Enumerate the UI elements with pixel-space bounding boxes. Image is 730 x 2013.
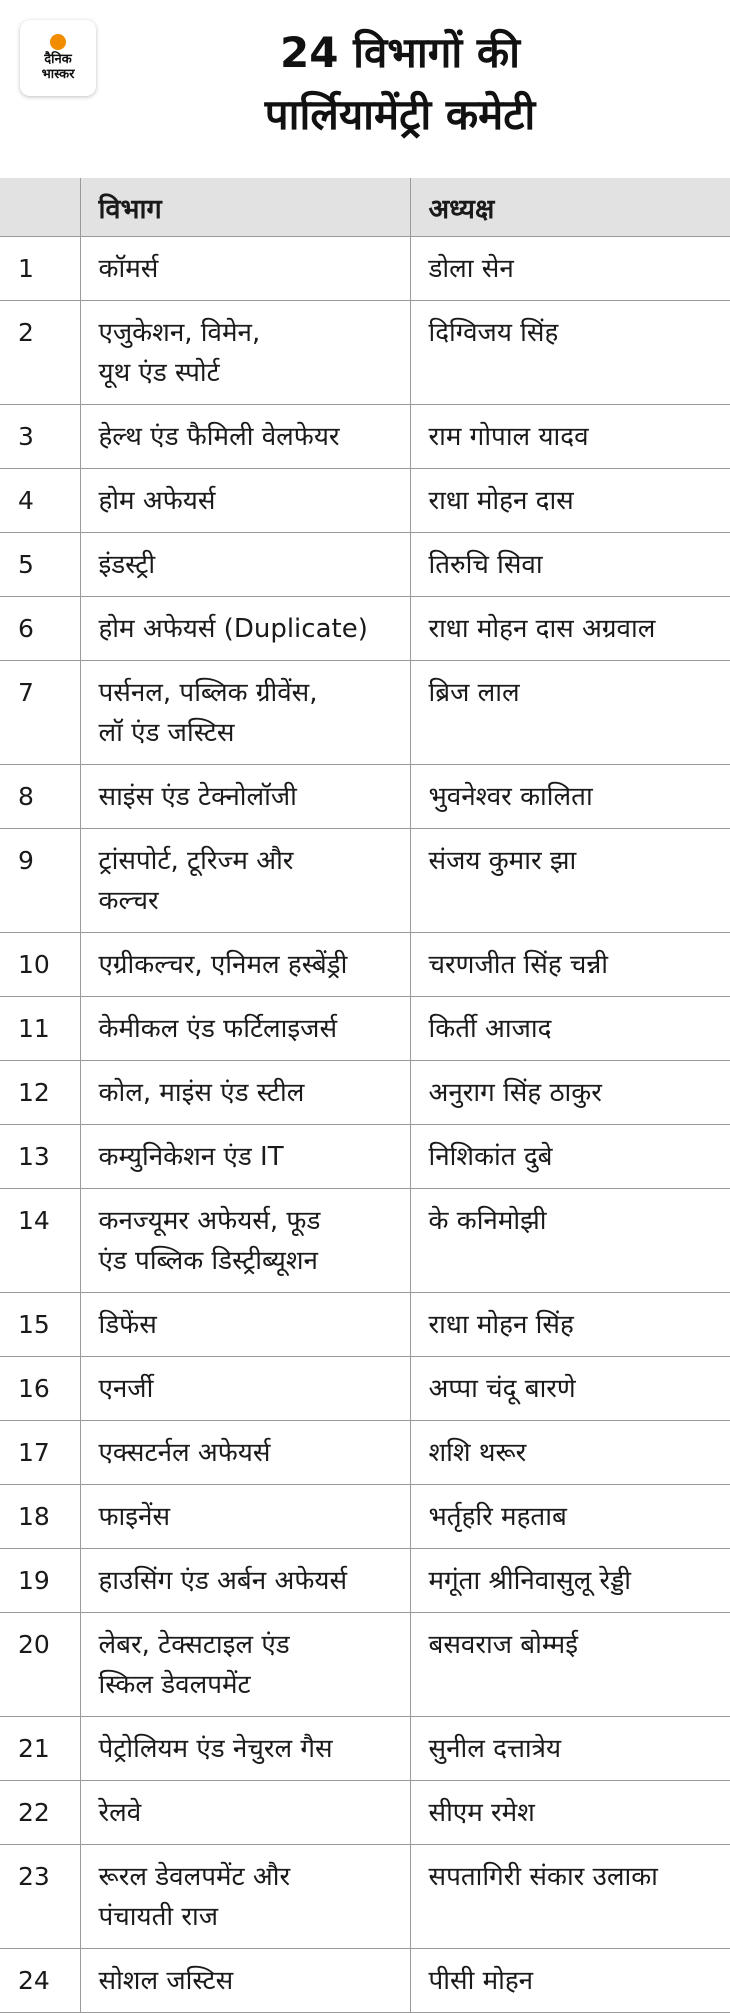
chairperson-cell: संजय कुमार झा (410, 829, 730, 933)
chairperson-cell: अप्पा चंदू बारणे (410, 1357, 730, 1421)
department-cell: सोशल जस्टिस (80, 1949, 410, 2013)
department-cell: साइंस एंड टेक्नोलॉजी (80, 765, 410, 829)
chairperson-cell: पीसी मोहन (410, 1949, 730, 2013)
table-row (0, 1613, 730, 1717)
department-cell: फाइनेंस (80, 1485, 410, 1549)
row-number: 8 (0, 765, 80, 829)
table-row (0, 469, 730, 533)
title-line2: पार्लियामेंट्री कमेटी (264, 90, 536, 139)
table-row (0, 1293, 730, 1357)
chairperson-cell: सपतागिरी संकार उलाका (410, 1845, 730, 1949)
chairperson-cell: भर्तृहरि महताब (410, 1485, 730, 1549)
department-cell: इंडस्ट्री (80, 533, 410, 597)
sun-icon (50, 34, 66, 50)
table-row (0, 1949, 730, 2013)
chairperson-cell: सीएम रमेश (410, 1781, 730, 1845)
row-number: 5 (0, 533, 80, 597)
table-row (0, 1061, 730, 1125)
chairperson-cell: के कनिमोझी (410, 1189, 730, 1293)
table-row (0, 1485, 730, 1549)
row-number: 18 (0, 1485, 80, 1549)
department-cell: लेबर, टेक्सटाइल एंड स्किल डेवलपमेंट (80, 1613, 410, 1717)
table-row (0, 597, 730, 661)
department-cell: हाउसिंग एंड अर्बन अफेयर्स (80, 1549, 410, 1613)
department-cell: होम अफेयर्स (80, 469, 410, 533)
table-row (0, 933, 730, 997)
chairperson-cell: तिरुचि सिवा (410, 533, 730, 597)
table-row (0, 997, 730, 1061)
row-number: 9 (0, 829, 80, 933)
department-cell: रेलवे (80, 1781, 410, 1845)
table-header-row (0, 178, 730, 237)
department-cell: एग्रीकल्चर, एनिमल हस्बेंड्री (80, 933, 410, 997)
chairperson-cell: अनुराग सिंह ठाकुर (410, 1061, 730, 1125)
header-number (0, 178, 80, 237)
row-number: 7 (0, 661, 80, 765)
department-cell: हेल्थ एंड फैमिली वेलफेयर (80, 405, 410, 469)
header (0, 0, 730, 178)
header-department: विभाग (80, 178, 410, 237)
chairperson-cell: राधा मोहन दास अग्रवाल (410, 597, 730, 661)
chairperson-cell: मगूंता श्रीनिवासुलू रेड्डी (410, 1549, 730, 1613)
table-row (0, 1125, 730, 1189)
chairperson-cell: सुनील दत्तात्रेय (410, 1717, 730, 1781)
table-row (0, 1189, 730, 1293)
chairperson-cell: राधा मोहन दास (410, 469, 730, 533)
department-cell: कनज्यूमर अफेयर्स, फूड एंड पब्लिक डिस्ट्रीब्यूशन (80, 1189, 410, 1293)
department-cell: होम अफेयर्स (Duplicate) (80, 597, 410, 661)
row-number: 19 (0, 1549, 80, 1613)
row-number: 15 (0, 1293, 80, 1357)
row-number: 20 (0, 1613, 80, 1717)
department-cell: डिफेंस (80, 1293, 410, 1357)
row-number: 10 (0, 933, 80, 997)
chairperson-cell: शशि थरूर (410, 1421, 730, 1485)
dainik-bhaskar-logo (20, 20, 96, 96)
table-row (0, 1357, 730, 1421)
logo-text-line2: भास्कर (41, 67, 75, 82)
row-number: 17 (0, 1421, 80, 1485)
department-cell: केमीकल एंड फर्टिलाइजर्स (80, 997, 410, 1061)
department-cell: एनर्जी (80, 1357, 410, 1421)
department-cell: पेट्रोलियम एंड नेचुरल गैस (80, 1717, 410, 1781)
table-row (0, 1781, 730, 1845)
department-cell: एक्सटर्नल अफेयर्स (80, 1421, 410, 1485)
department-cell: कॉमर्स (80, 237, 410, 301)
row-number: 12 (0, 1061, 80, 1125)
row-number: 23 (0, 1845, 80, 1949)
table-row (0, 1549, 730, 1613)
department-cell: पर्सनल, पब्लिक ग्रीवेंस, लॉ एंड जस्टिस (80, 661, 410, 765)
row-number: 4 (0, 469, 80, 533)
department-cell: एजुकेशन, विमेन, यूथ एंड स्पोर्ट (80, 301, 410, 405)
row-number: 21 (0, 1717, 80, 1781)
table-row (0, 237, 730, 301)
table-row (0, 765, 730, 829)
page-title (130, 22, 670, 146)
chairperson-cell: राम गोपाल यादव (410, 405, 730, 469)
department-cell: रूरल डेवलपमेंट और पंचायती राज (80, 1845, 410, 1949)
logo-text-line1: दैनिक (44, 52, 72, 67)
row-number: 1 (0, 237, 80, 301)
chairperson-cell: बसवराज बोम्मई (410, 1613, 730, 1717)
row-number: 24 (0, 1949, 80, 2013)
row-number: 2 (0, 301, 80, 405)
table-row (0, 1717, 730, 1781)
row-number: 13 (0, 1125, 80, 1189)
chairperson-cell: डोला सेन (410, 237, 730, 301)
chairperson-cell: ब्रिज लाल (410, 661, 730, 765)
chairperson-cell: भुवनेश्वर कालिता (410, 765, 730, 829)
committee-table (0, 178, 730, 2013)
row-number: 3 (0, 405, 80, 469)
department-cell: कम्युनिकेशन एंड IT (80, 1125, 410, 1189)
department-cell: ट्रांसपोर्ट, टूरिज्म और कल्चर (80, 829, 410, 933)
chairperson-cell: दिग्विजय सिंह (410, 301, 730, 405)
row-number: 6 (0, 597, 80, 661)
row-number: 14 (0, 1189, 80, 1293)
row-number: 22 (0, 1781, 80, 1845)
table-row (0, 661, 730, 765)
table-row (0, 829, 730, 933)
header-chairperson: अध्यक्ष (410, 178, 730, 237)
chairperson-cell: चरणजीत सिंह चन्नी (410, 933, 730, 997)
chairperson-cell: राधा मोहन सिंह (410, 1293, 730, 1357)
table-row (0, 1421, 730, 1485)
row-number: 11 (0, 997, 80, 1061)
row-number: 16 (0, 1357, 80, 1421)
chairperson-cell: किर्ती आजाद (410, 997, 730, 1061)
department-cell: कोल, माइंस एंड स्टील (80, 1061, 410, 1125)
table-row (0, 533, 730, 597)
title-line1: 24 विभागों की (280, 28, 520, 77)
table-row (0, 405, 730, 469)
chairperson-cell: निशिकांत दुबे (410, 1125, 730, 1189)
table-row (0, 301, 730, 405)
table-row (0, 1845, 730, 1949)
